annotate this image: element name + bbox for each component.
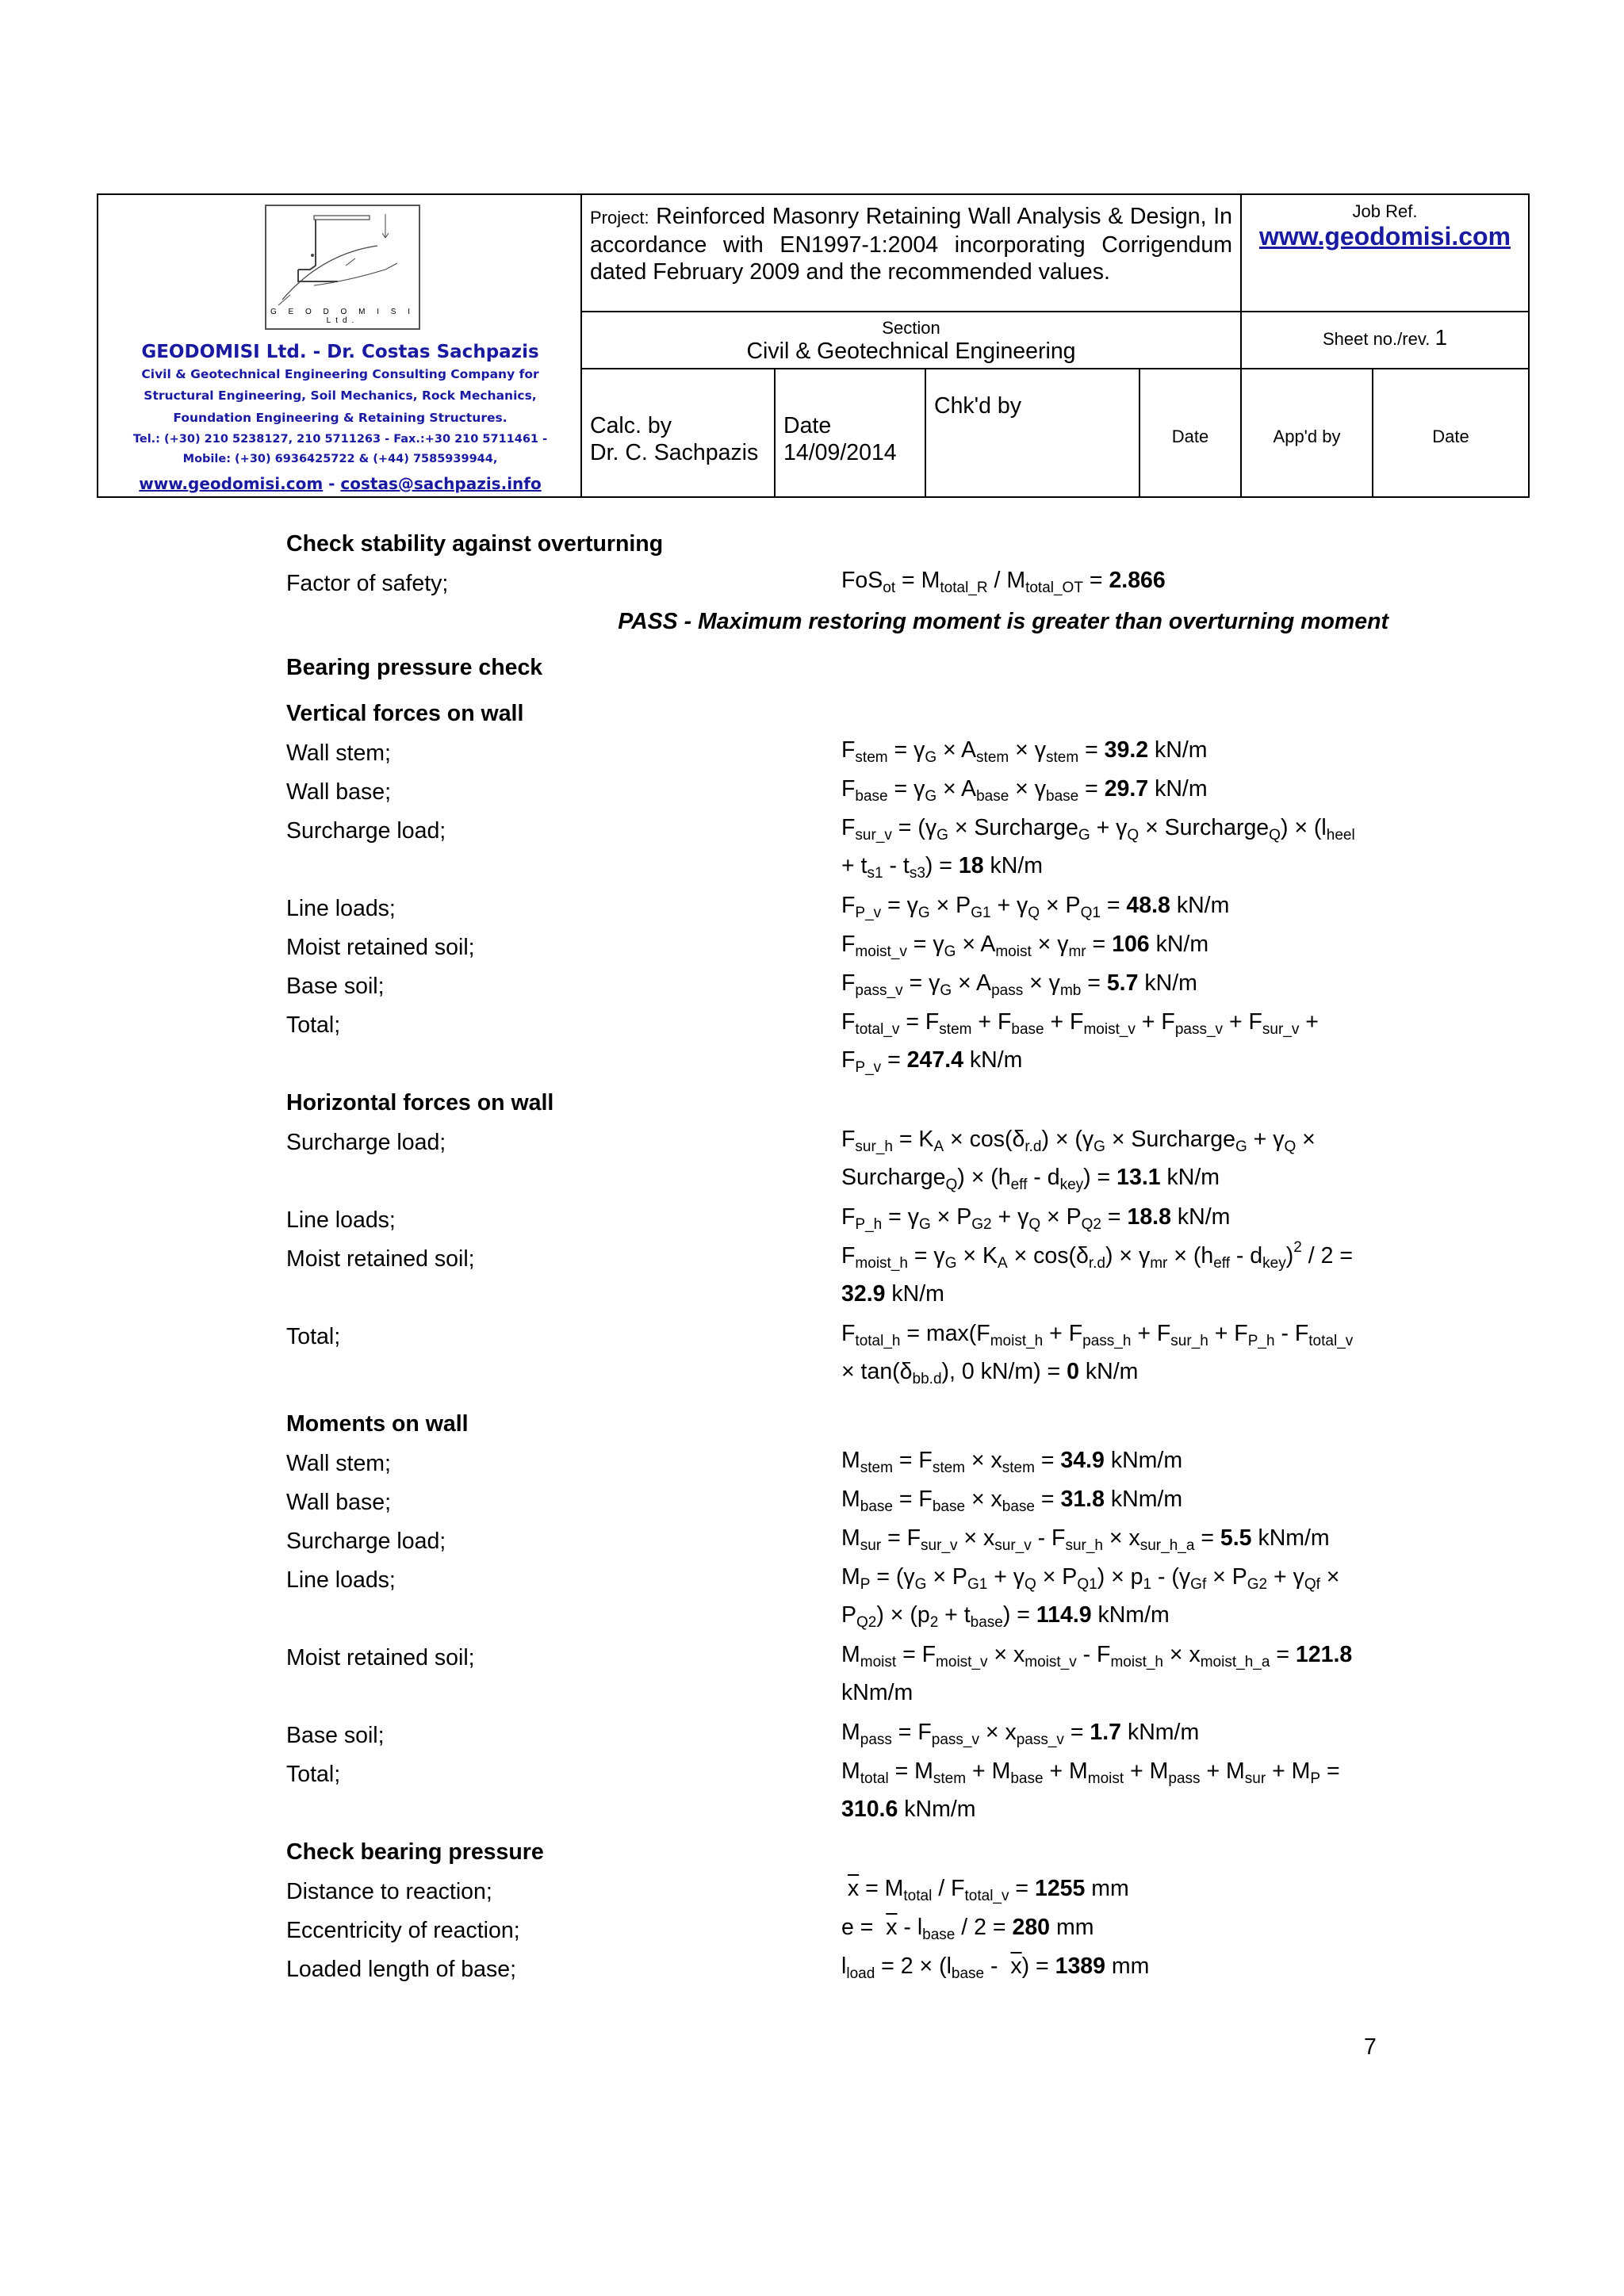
row-label: Wall stem; <box>286 1451 391 1476</box>
date-cell <box>776 369 926 496</box>
formula-f-p-v: $F_{P\_v} = \gamma_G \times P_{G1} + \gamma_Q \times P_{Q1} = 48.8$ kN/m <box>841 893 1230 921</box>
formula-m-stem: $M_{stem} = F_{stem} \times x_{stem} = 34.9$ kNm/m <box>841 1448 1183 1476</box>
logo-text: G E O D O M I S I Ltd. <box>270 308 415 325</box>
page-number: 7 <box>1364 2034 1377 2060</box>
formula-f-moist-h: $F_{moist\_h} = \gamma_G \times K_A \times \cos(\delta_{r.d}) \times \gamma_{mr} \times (h_{eff} - d_{key})^2 / 2$ = 32.9 kN/m <box>841 1239 1353 1307</box>
row-label: Total; <box>286 1324 341 1349</box>
vertical-forces-heading: Vertical forces on wall <box>286 701 524 726</box>
formula-m-moist: $M_{moist} = F_{moist\_v} \times x_{moist\_v} - F_{moist\_h} \times x_{moist\_h\_a} = 121.8$ kNm/m <box>841 1642 1353 1705</box>
row-label: Surcharge load; <box>286 1529 446 1554</box>
overturning-heading: Check stability against overturning <box>286 531 664 557</box>
row-label: Line loads; <box>286 896 396 921</box>
formula-f-pass-v: $F_{pass\_v} = \gamma_G \times A_{pass} \times \gamma_{mb} = 5.7$ kN/m <box>841 970 1197 999</box>
formula-m-pass: $M_{pass} = F_{pass\_v} \times x_{pass\_v} = 1.7$ kNm/m <box>841 1720 1200 1748</box>
sheet-value: 1 <box>1434 325 1448 350</box>
job-ref-label: Job Ref. <box>1352 201 1418 221</box>
formula-m-sur: $M_{sur} = F_{sur\_v} \times x_{sur\_v} - F_{sur\_h} \times x_{sur\_h\_a} = 5.5$ kNm/m <box>841 1525 1330 1554</box>
date2-label: Date <box>1171 427 1209 446</box>
company-panel <box>98 195 582 496</box>
formula-f-sur-v: $F_{sur\_v} = (\gamma_G$ × Surcharge$_G$ + $\gamma_Q$ × Surcharge$_Q$) × ($l_{heel}$ + $t_{s1} - t_{s3}) = 18$ kN/m <box>841 815 1355 882</box>
row-label: Line loads; <box>286 1567 396 1593</box>
date3-cell <box>1373 369 1528 496</box>
section-cell <box>582 312 1242 369</box>
project-cell <box>582 195 1242 312</box>
retaining-wall-sketch-icon <box>266 206 419 309</box>
row-label: Distance to reaction; <box>286 1879 492 1904</box>
formula-m-base: $M_{base} = F_{base} \times x_{base} = 31.8$ kNm/m <box>841 1487 1183 1515</box>
row-label: Moist retained soil; <box>286 1246 475 1272</box>
formula-f-p-h: $F_{P\_h} = \gamma_G \times P_{G2} + \gamma_Q \times P_{Q2} = 18.8$ kN/m <box>841 1204 1231 1233</box>
formula-f-total-h: $F_{total\_h} = \max(F_{moist\_h} + F_{pass\_h} + F_{sur\_h} + F_{P\_h} - F_{total\_v}$ × $\tan(\delta_{bb.d})$, 0 kN/m) = 0 kN/m <box>841 1321 1354 1387</box>
row-label: Surcharge load; <box>286 1130 446 1155</box>
row-label: Base soil; <box>286 1723 385 1748</box>
company-logo <box>265 205 420 330</box>
row-label: Surcharge load; <box>286 818 446 844</box>
fos-value: 2.866 <box>1109 568 1166 593</box>
job-ref-link[interactable]: www.geodomisi.com <box>1258 222 1511 251</box>
appd-by-label: App'd by <box>1273 427 1341 446</box>
formula-x-bar: $\overline{x} = M_{total} / F_{total\_v} = 1255$ mm <box>847 1876 1129 1904</box>
date2-cell <box>1140 369 1242 496</box>
moments-heading: Moments on wall <box>286 1411 469 1437</box>
formula-e: $e = \overline{x} - l_{base} / 2 = 280$ mm <box>841 1915 1094 1943</box>
row-label: Moist retained soil; <box>286 935 475 960</box>
row-label: Eccentricity of reaction; <box>286 1918 520 1943</box>
project-text: Reinforced Masonry Retaining Wall Analysis & Design, In accordance with EN1997-1:2004 incorporating Corrigendum dated February 2009 and the recommended values. <box>590 204 1232 285</box>
pass-message: PASS - Maximum restoring moment is greater than overturning moment <box>618 609 1388 634</box>
date3-label: Date <box>1432 427 1469 446</box>
date-label: Date <box>783 413 832 438</box>
row-label: Wall base; <box>286 779 391 805</box>
company-name: GEODOMISI Ltd. - Dr. Costas Sachpazis <box>141 342 539 362</box>
company-web-link[interactable]: www.geodomisi.com <box>139 474 324 493</box>
formula-f-base: $F_{base} = \gamma_G \times A_{base} \times \gamma_{base} = 29.7$ kN/m <box>841 776 1208 805</box>
bearing-heading: Bearing pressure check <box>286 655 543 680</box>
fos-formula: $FoS_{ot} = M_{total\_R} / M_{total\_OT} = 2.866$ <box>841 568 1166 596</box>
row-label: Wall stem; <box>286 740 391 766</box>
row-label: Total; <box>286 1012 341 1038</box>
row-label: Total; <box>286 1762 341 1787</box>
chkd-by-label: Chk'd by <box>934 393 1021 419</box>
calc-by-value: Dr. C. Sachpazis <box>590 440 759 465</box>
section-label: Section <box>882 318 940 338</box>
date-value: 14/09/2014 <box>783 440 897 465</box>
company-line: Civil & Geotechnical Engineering Consulting Company for <box>141 367 539 381</box>
project-label: Project: <box>590 208 649 228</box>
company-email-link[interactable]: costas@sachpazis.info <box>340 474 542 493</box>
check-bearing-heading: Check bearing pressure <box>286 1839 544 1865</box>
formula-m-total: $M_{total} = M_{stem} + M_{base} + M_{moist} + M_{pass} + M_{sur} + M_P$ = 310.6 kNm/m <box>841 1758 1340 1822</box>
company-line: Foundation Engineering & Retaining Structures. <box>173 411 508 425</box>
formula-f-total-v: $F_{total\_v} = F_{stem} + F_{base} + F_{moist\_v} + F_{pass\_v} + F_{sur\_v}$ + $F_{P\_v} = 247.4$ kN/m <box>841 1009 1319 1076</box>
formula-f-stem: $F_{stem} = \gamma_G \times A_{stem} \times \gamma_{stem} = 39.2$ kN/m <box>841 737 1208 766</box>
company-line: Tel.: (+30) 210 5238127, 210 5711263 - Fax.:+30 210 5711461 - <box>132 433 548 446</box>
company-contact: www.geodomisi.com - costas@sachpazis.info <box>139 474 542 493</box>
section-value: Civil & Geotechnical Engineering <box>746 339 1076 364</box>
job-ref-cell <box>1242 195 1528 312</box>
row-label: Base soil; <box>286 974 385 999</box>
row-label: Line loads; <box>286 1207 396 1233</box>
chkd-by-cell <box>926 369 1140 496</box>
sheet-label: Sheet no./rev. <box>1322 329 1431 349</box>
sheet-cell <box>1242 312 1528 369</box>
horizontal-forces-heading: Horizontal forces on wall <box>286 1090 554 1115</box>
title-block <box>97 193 1530 498</box>
formula-f-sur-h: $F_{sur\_h} = K_A \times \cos(\delta_{r.d}) \times (\gamma_G$ × Surcharge$_G$ + $\gamma_Q$ × Surcharge$_Q$) × $(h_{eff} - d_{key}) = 13.1$ kN/m <box>841 1127 1316 1193</box>
formula-l-load: $l_{load} = 2 \times (l_{base} - \overline{x}) = 1389$ mm <box>841 1954 1150 1982</box>
row-label: Moist retained soil; <box>286 1645 475 1670</box>
company-line: Mobile: (+30) 6936425722 & (+44) 7585939944, <box>182 453 498 465</box>
calc-by-cell <box>582 369 776 496</box>
formula-m-p: $M_P = (\gamma_G \times P_{G1} + \gamma_Q \times P_{Q1}) \times p_1 - (\gamma_{Gf} \times P_{G2} + \gamma_{Qf}$ × $P_{Q2}) \times (p_2 + t_{base}) = 114.9$ kNm/m <box>841 1564 1340 1631</box>
fos-label: Factor of safety; <box>286 571 449 596</box>
row-label: Wall base; <box>286 1490 391 1515</box>
row-label: Loaded length of base; <box>286 1957 516 1982</box>
formula-f-moist-v: $F_{moist\_v} = \gamma_G \times A_{moist} \times \gamma_{mr} = 106$ kN/m <box>841 932 1209 960</box>
calc-by-label: Calc. by <box>590 413 672 438</box>
appd-by-cell <box>1242 369 1373 496</box>
company-line: Structural Engineering, Soil Mechanics, Rock Mechanics, <box>144 388 537 403</box>
